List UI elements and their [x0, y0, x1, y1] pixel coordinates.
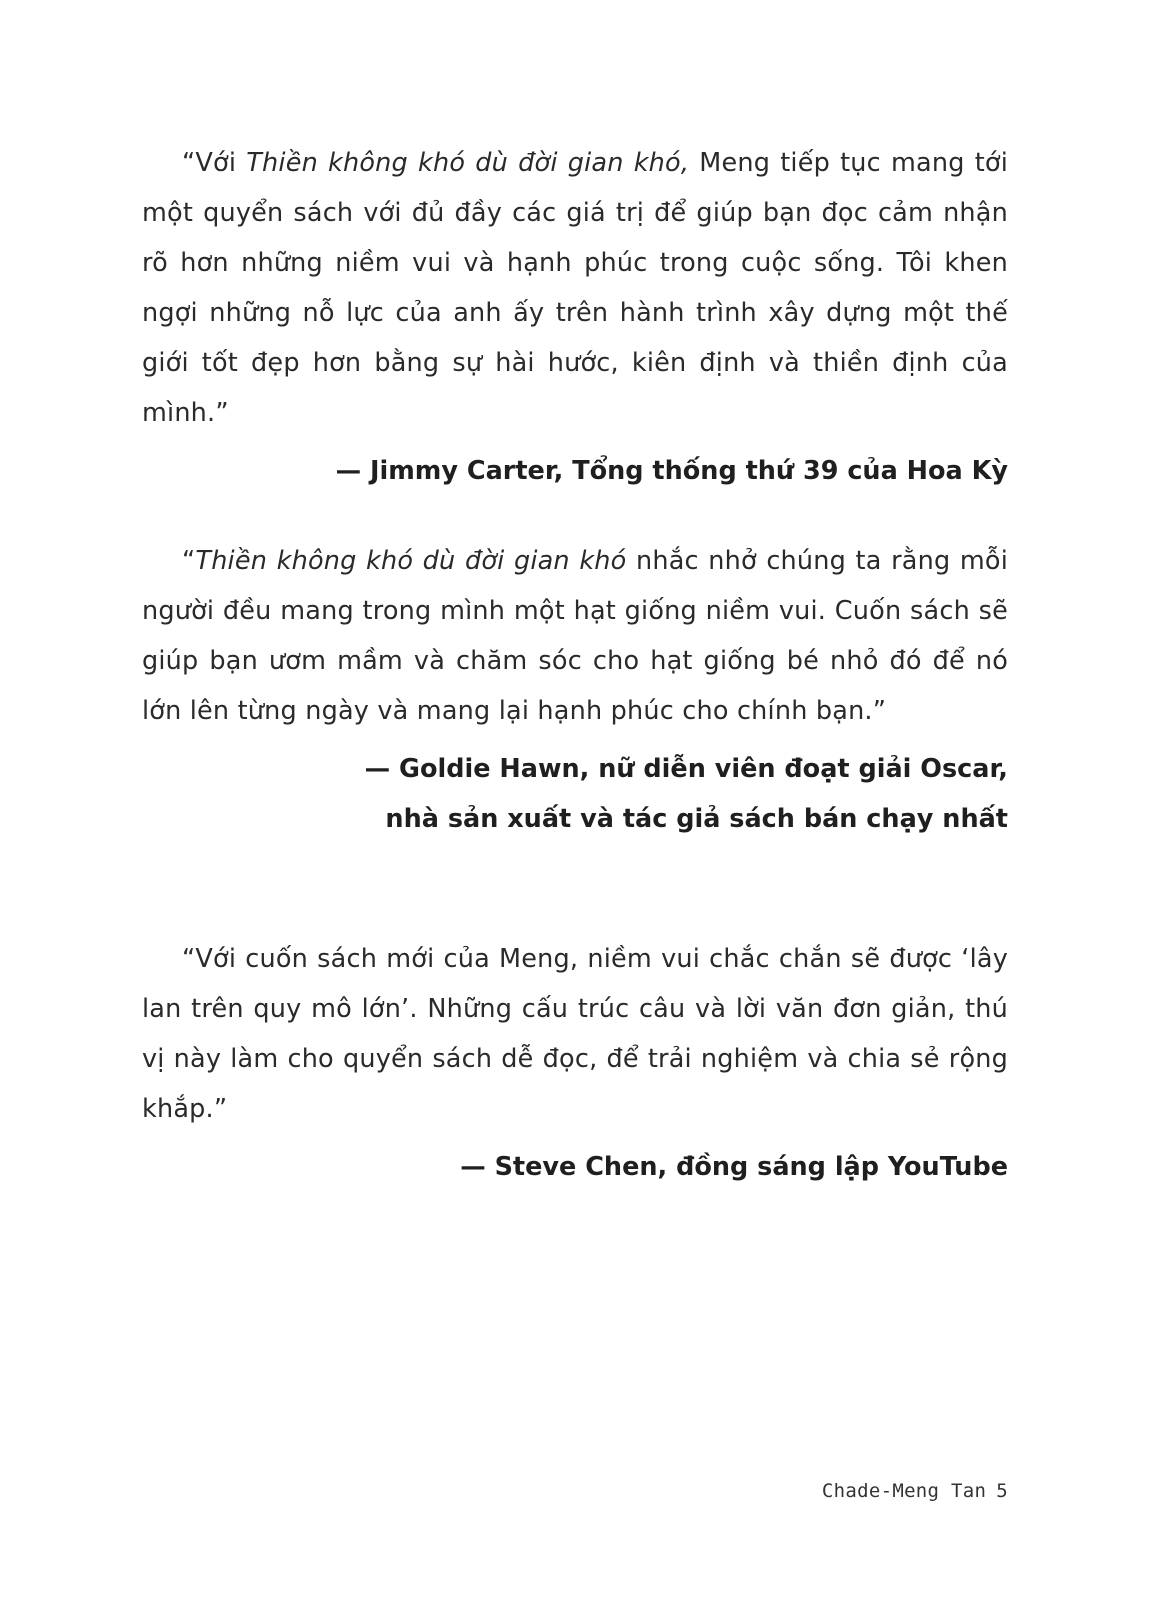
running-footer-author: Chade-Meng Tan	[821, 1480, 987, 1502]
page-footer	[822, 1480, 1008, 1502]
quote-text	[142, 138, 1008, 438]
quote-text	[142, 536, 1008, 736]
quote-text	[142, 934, 1008, 1134]
book-title-italic: Thiền không khó dù đời gian khó	[195, 546, 627, 576]
attribution-line: nhà sản xuất và tác giả sách bán chạy nhất	[385, 804, 1008, 834]
quote-open: “Với cuốn sách mới của Meng, niềm vui chắc chắn sẽ được ‘lây lan trên quy mô lớn’. Những cấu trúc câu và lời văn đơn giản, thú vị này làm cho quyển sách dễ đọc, để trải nghiệm và chia sẻ rộng khắp.”	[142, 944, 1008, 1124]
quote-rest: Meng tiếp tục mang tới một quyển sách với đủ đầy các giá trị để giúp bạn đọc cảm nhận rõ hơn những niềm vui và hạnh phúc trong cuộc sống. Tôi khen ngợi những nỗ lực của anh ấy trên hành trình xây dựng một thế giới tốt đẹp hơn bằng sự hài hước, kiên định và thiền định của mình.”	[142, 148, 1009, 428]
quote-block-jimmy-carter	[142, 138, 1008, 496]
quote-attribution	[142, 744, 1008, 844]
quote-open: “	[182, 546, 196, 576]
attribution-line: — Jimmy Carter, Tổng thống thứ 39 của Hoa Kỳ	[335, 456, 1008, 486]
quote-block-goldie-hawn	[142, 536, 1008, 844]
quote-open: “Với	[182, 148, 247, 178]
attribution-line: — Goldie Hawn, nữ diễn viên đoạt giải Oscar,	[364, 754, 1008, 784]
quote-attribution	[142, 1142, 1008, 1192]
quote-attribution	[142, 446, 1008, 496]
attribution-line: — Steve Chen, đồng sáng lập YouTube	[460, 1152, 1008, 1182]
page-number: 5	[996, 1480, 1008, 1502]
book-title-italic: Thiền không khó dù đời gian khó,	[246, 148, 690, 178]
quote-rest: nhắc nhở chúng ta rằng mỗi người đều mang trong mình một hạt giống niềm vui. Cuốn sách sẽ giúp bạn ươm mầm và chăm sóc cho hạt giống bé nhỏ đó để nó lớn lên từng ngày và mang lại hạnh phúc cho chính bạn.”	[142, 546, 1008, 726]
quote-block-steve-chen	[142, 934, 1008, 1192]
